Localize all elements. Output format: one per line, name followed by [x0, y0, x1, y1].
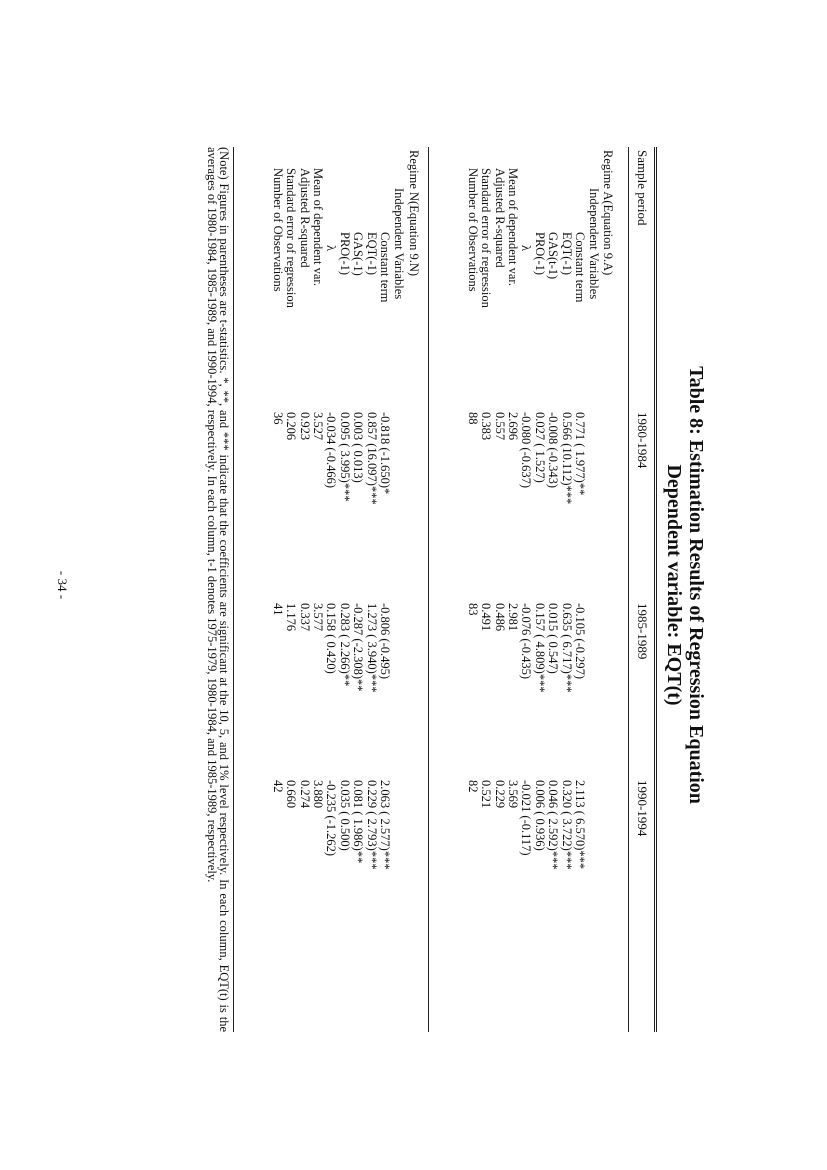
table-cell: 0.660: [284, 780, 299, 809]
table-cell: 83: [465, 603, 480, 616]
row-label: Constant term: [573, 232, 587, 303]
row-label: Number of Observations: [465, 168, 480, 292]
table-cell: 0.158 ( 0.420): [324, 603, 339, 674]
regime-n-indep-label: Independent Variables: [392, 188, 406, 300]
row-label: PRO(-1): [337, 232, 352, 276]
table-cell: 0.081 ( 1.986)**: [351, 780, 366, 864]
row-label: PRO(-1): [532, 232, 547, 276]
regime-a-rule: [428, 147, 429, 1032]
table-cell: 2.981: [506, 603, 520, 632]
table-cell: 0.003 ( 0.013): [351, 412, 366, 483]
row-label: Adjusted R-squared: [492, 168, 507, 268]
table-note: (Note) Figures in parentheses are t-statistics. *, **, and *** indicate that the coefficients are significant at the 10, 5, and 1% level respectively. In each column, EQT(t) is the averages of 1980-1984, 1985-1989, and 1990-1994, respectively. In each column, t-1 denotes 1975-1979, 1980-1984, and 1985-1989, respectively.: [205, 147, 231, 1032]
table-cell: 0.337: [297, 603, 312, 632]
table-title: Table 8: Estimation Results of Regression Equation: [685, 366, 707, 804]
table-cell: 0.006 ( 0.936): [532, 780, 547, 851]
row-label: λ: [324, 245, 339, 252]
table-cell: -0.080 (-0.637): [519, 412, 534, 489]
table-cell: 0.027 ( 1.527): [532, 412, 547, 483]
table-cell: 0.157 ( 4.809)***: [532, 603, 547, 693]
table-cell: 2.696: [506, 412, 520, 441]
table-cell: 36: [270, 412, 285, 425]
regime-n-label: Regime N(Equation 9.N): [407, 150, 421, 277]
table-cell: 88: [465, 412, 480, 425]
table-cell: 0.095 ( 3.995)***: [337, 412, 352, 502]
table-cell: 0.320 ( 3.722)***: [559, 780, 574, 870]
table-cell: 1.273 ( 3.940)***: [364, 603, 379, 693]
table-cell: 0.035 ( 0.500): [337, 780, 352, 851]
table-cell: 42: [270, 780, 285, 793]
table-cell: 0.229: [492, 780, 507, 809]
table-cell: 0.771 ( 1.977)**: [573, 412, 587, 496]
table-cell: 0.486: [492, 603, 507, 632]
table-cell: 0.923: [297, 412, 312, 441]
table-cell: -0.034 (-0.466): [324, 412, 339, 489]
header-rule: [628, 147, 629, 1032]
table-cell: -0.287 (-2.308)**: [351, 603, 366, 692]
table-cell: 41: [270, 603, 285, 616]
row-label: λ: [519, 245, 534, 252]
header-col2: 1985-1989: [635, 603, 650, 660]
table-cell: 3.577: [311, 603, 325, 632]
table-cell: 3.569: [506, 780, 520, 809]
table-cell: 0.491: [479, 603, 494, 632]
table-subtitle: Dependent variable: EQT(t): [663, 464, 685, 706]
table-cell: 0.229 ( 2.793)***: [364, 780, 379, 870]
table-cell: 0.557: [492, 412, 507, 441]
row-label: Standard error of regression: [284, 168, 299, 308]
table-cell: -0.818 (-1.650)*: [378, 412, 392, 495]
table-cell: 0.274: [297, 780, 312, 809]
row-label: Constant term: [378, 232, 392, 303]
row-label: GAS(t-1): [546, 232, 561, 280]
table-cell: 0.857 (16.097)***: [364, 412, 379, 505]
row-label: Adjusted R-squared: [297, 168, 312, 268]
table-cell: -0.806 (-0.495): [378, 603, 392, 680]
header-col1: 1980-1984: [635, 412, 650, 469]
table-cell: -0.021 (-0.117): [519, 780, 534, 856]
row-label: Standard error of regression: [479, 168, 494, 308]
table-cell: 0.283 ( 2.266)**: [337, 603, 352, 687]
header-sample-period: Sample period: [635, 150, 650, 226]
table-cell: 1.176: [284, 603, 299, 632]
table-cell: 0.566 (10.112)***: [559, 412, 574, 505]
table-cell: 82: [465, 780, 480, 793]
row-label: Number of Observations: [270, 168, 285, 292]
bottom-rule: [233, 147, 234, 1032]
table-cell: 3.880: [311, 780, 325, 809]
table-cell: 0.046 ( 2.592)***: [546, 780, 561, 870]
table-cell: 2.113 ( 6.570)***: [573, 780, 587, 870]
top-rule: [656, 147, 657, 1032]
table-cell: 3.527: [311, 412, 325, 441]
table-cell: 0.521: [479, 780, 494, 809]
table-cell: -0.105 (-0.297): [573, 603, 587, 680]
top-rule-double: [654, 147, 655, 1032]
row-label: Mean of dependent var.: [506, 168, 520, 287]
table-cell: -0.235 (-1.262): [324, 780, 339, 857]
row-label: GAS(-1): [351, 232, 366, 276]
page-number: - 34 -: [55, 570, 70, 600]
regime-a-indep-label: Independent Variables: [587, 188, 601, 300]
row-label: EQT(-1): [364, 232, 379, 276]
regime-a-label: Regime A(Equation 9.A): [601, 150, 615, 276]
table-cell: 0.383: [479, 412, 494, 441]
table-cell: -0.008 (-0.343): [546, 412, 561, 489]
table-cell: -0.076 (-0.435): [519, 603, 534, 680]
row-label: Mean of dependent var.: [311, 168, 325, 287]
table-cell: 0.635 ( 6.717)***: [559, 603, 574, 693]
table-cell: 2.063 ( 2.577)***: [378, 780, 392, 870]
row-label: EQT(-1): [559, 232, 574, 276]
header-col3: 1990-1994: [635, 780, 650, 837]
table-cell: 0.206: [284, 412, 299, 441]
table-cell: 0.015 ( 0.547): [546, 603, 561, 674]
